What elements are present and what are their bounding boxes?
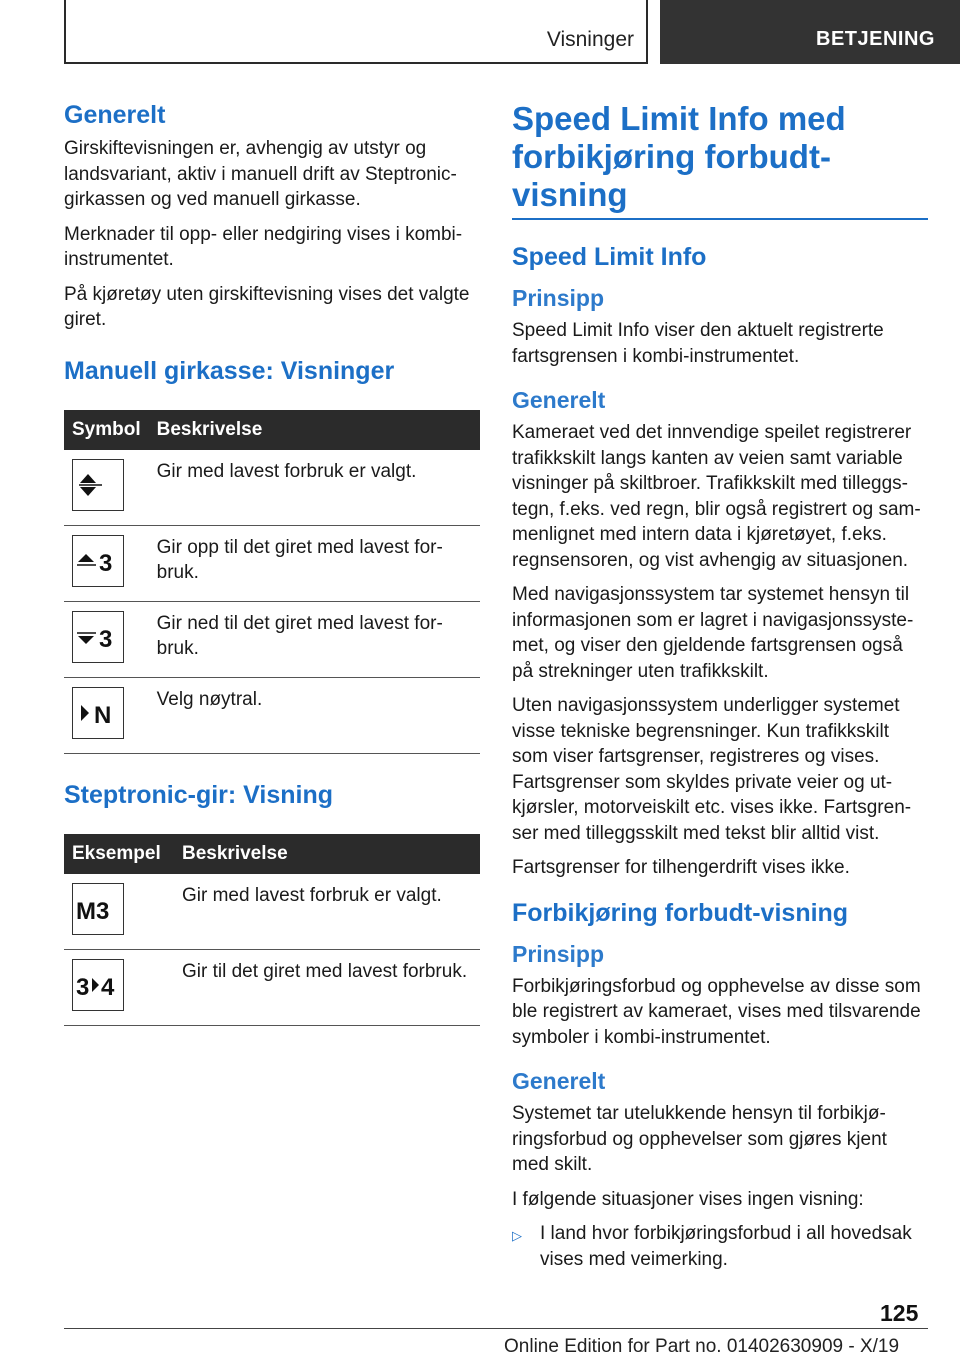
bullet-triangle-icon: ▷ xyxy=(512,1228,522,1243)
table-row xyxy=(64,450,480,526)
row-description: Gir med lavest forbruk er valgt. xyxy=(174,874,480,950)
svg-text:3: 3 xyxy=(76,973,90,1000)
table-row xyxy=(64,677,480,753)
general-heading: Generelt xyxy=(512,1068,606,1094)
general-heading: Generelt xyxy=(512,387,606,413)
shift-down-3-icon xyxy=(72,611,124,663)
list-item xyxy=(512,1221,928,1272)
principle-paragraph: Speed Limit Info viser den aktuelt registrerte fartsgrensen i kombi-instrumentet. xyxy=(512,320,884,367)
manual-gearbox-heading: Manuell girkasse: Visninger xyxy=(64,356,395,385)
table-header-example: Eksempel xyxy=(64,834,174,874)
m3-icon xyxy=(72,883,124,935)
neutral-n-icon xyxy=(72,687,124,739)
overtaking-heading: Forbikjøring forbudt-visning xyxy=(512,898,849,927)
row-description: Gir til det giret med lavest forbruk. xyxy=(174,949,480,1025)
general-paragraph: Fartsgrenser for tilhengerdrift vises ikke. xyxy=(512,857,850,878)
footer-edition: Online Edition for Part no. 01402630909 - X/19 xyxy=(504,1336,900,1357)
manual-gearbox-table xyxy=(64,410,480,754)
steptronic-heading: Steptronic-gir: Visning xyxy=(64,780,333,809)
table-row xyxy=(64,874,480,950)
table-header-symbol: Symbol xyxy=(64,410,149,450)
table-header-description: Beskrivelse xyxy=(174,834,480,874)
svg-text:N: N xyxy=(94,701,112,728)
intro-paragraph: Girskiftevisningen er, avhengig av utstyr og landsvariant, aktiv i manuell drift av Steptronic-girkassen og ved manuell girkasse. xyxy=(64,138,457,210)
gear-optimal-arrows-icon xyxy=(72,459,124,511)
table-row xyxy=(64,949,480,1025)
row-description: Gir ned til det giret med lavest for-bruk. xyxy=(149,601,480,677)
principle-heading: Prinsipp xyxy=(512,940,605,967)
row-description: Gir med lavest forbruk er valgt. xyxy=(149,450,480,526)
table-row xyxy=(64,525,480,601)
page-number: 125 xyxy=(880,1300,919,1326)
intro-paragraph: På kjøretøy uten girskiftevisning vises det valgte giret. xyxy=(64,283,470,330)
svg-text:4: 4 xyxy=(101,973,115,1000)
general-heading: Generelt xyxy=(64,101,166,129)
left-column xyxy=(64,100,480,1026)
right-column xyxy=(512,100,928,1272)
footer-divider xyxy=(64,1328,928,1329)
table-row xyxy=(64,601,480,677)
list-item-text: I land hvor forbikjøringsforbud i all hovedsak vises med veimerking. xyxy=(540,1223,912,1270)
speed-limit-info-heading: Speed Limit Info xyxy=(512,243,707,271)
section-title: Speed Limit Info med forbikjøring forbudt-visning xyxy=(512,100,928,220)
header-section: Visninger xyxy=(546,28,634,51)
steptronic-table xyxy=(64,834,480,1026)
general-paragraph: Uten navigasjonssystem underligger systemet visse tekniske begrensninger. Kun trafikkskilt som viser fartsgrenser, registreres og vises. Fartsgrenser som skyldes private veier og ut-kjørsler, motorveiskilt etc. vises ikke. Fartsgren-ser med tilleggsskilt med tekst blir alltid vist. xyxy=(512,695,912,844)
general-paragraph: Med navigasjonssystem tar systemet hensyn til informasjonen som er lagret i navigasjonssyste-met, og viser den gjeldende fartsgrensen også på strekninger uten trafikkskilt. xyxy=(512,584,914,682)
row-description: Gir opp til det giret med lavest for-bruk. xyxy=(149,525,480,601)
table-header-description: Beskrivelse xyxy=(149,410,480,450)
general-paragraph: Systemet tar utelukkende hensyn til forbikjø-ringsforbud og opphevelser som gjøres kjent med skilt. xyxy=(512,1103,887,1175)
general-paragraph: Kameraet ved det innvendige speilet registrerer trafikkskilt langs kanten av veien samt variable visninger på skiltbroer. Trafikkskilt med tilleggs-tegn, f.eks. ved regn, blir også registrert og sam-menlignet med intern data i kjøretøyet, f.eks. regnsensoren, og vist avhengig av situasjonen. xyxy=(512,422,921,571)
intro-paragraph: Merknader til opp- eller nedgiring vises i kombi-instrumentet. xyxy=(64,223,463,270)
row-description: Velg nøytral. xyxy=(149,677,480,753)
general-paragraph: I følgende situasjoner vises ingen visning: xyxy=(512,1188,864,1210)
principle-paragraph: Forbikjøringsforbud og opphevelse av disse som ble registrert av kameraet, vises med tilsvarende symboler i kombi-instrumentet. xyxy=(512,975,921,1048)
svg-text:3: 3 xyxy=(99,549,113,576)
shift-up-3-icon xyxy=(72,535,124,587)
shift-3-to-4-icon xyxy=(72,959,124,1011)
principle-heading: Prinsipp xyxy=(512,285,605,311)
svg-text:3: 3 xyxy=(99,625,113,652)
header-chapter-tab: BETJENING xyxy=(660,0,960,64)
svg-text:M3: M3 xyxy=(76,897,110,924)
